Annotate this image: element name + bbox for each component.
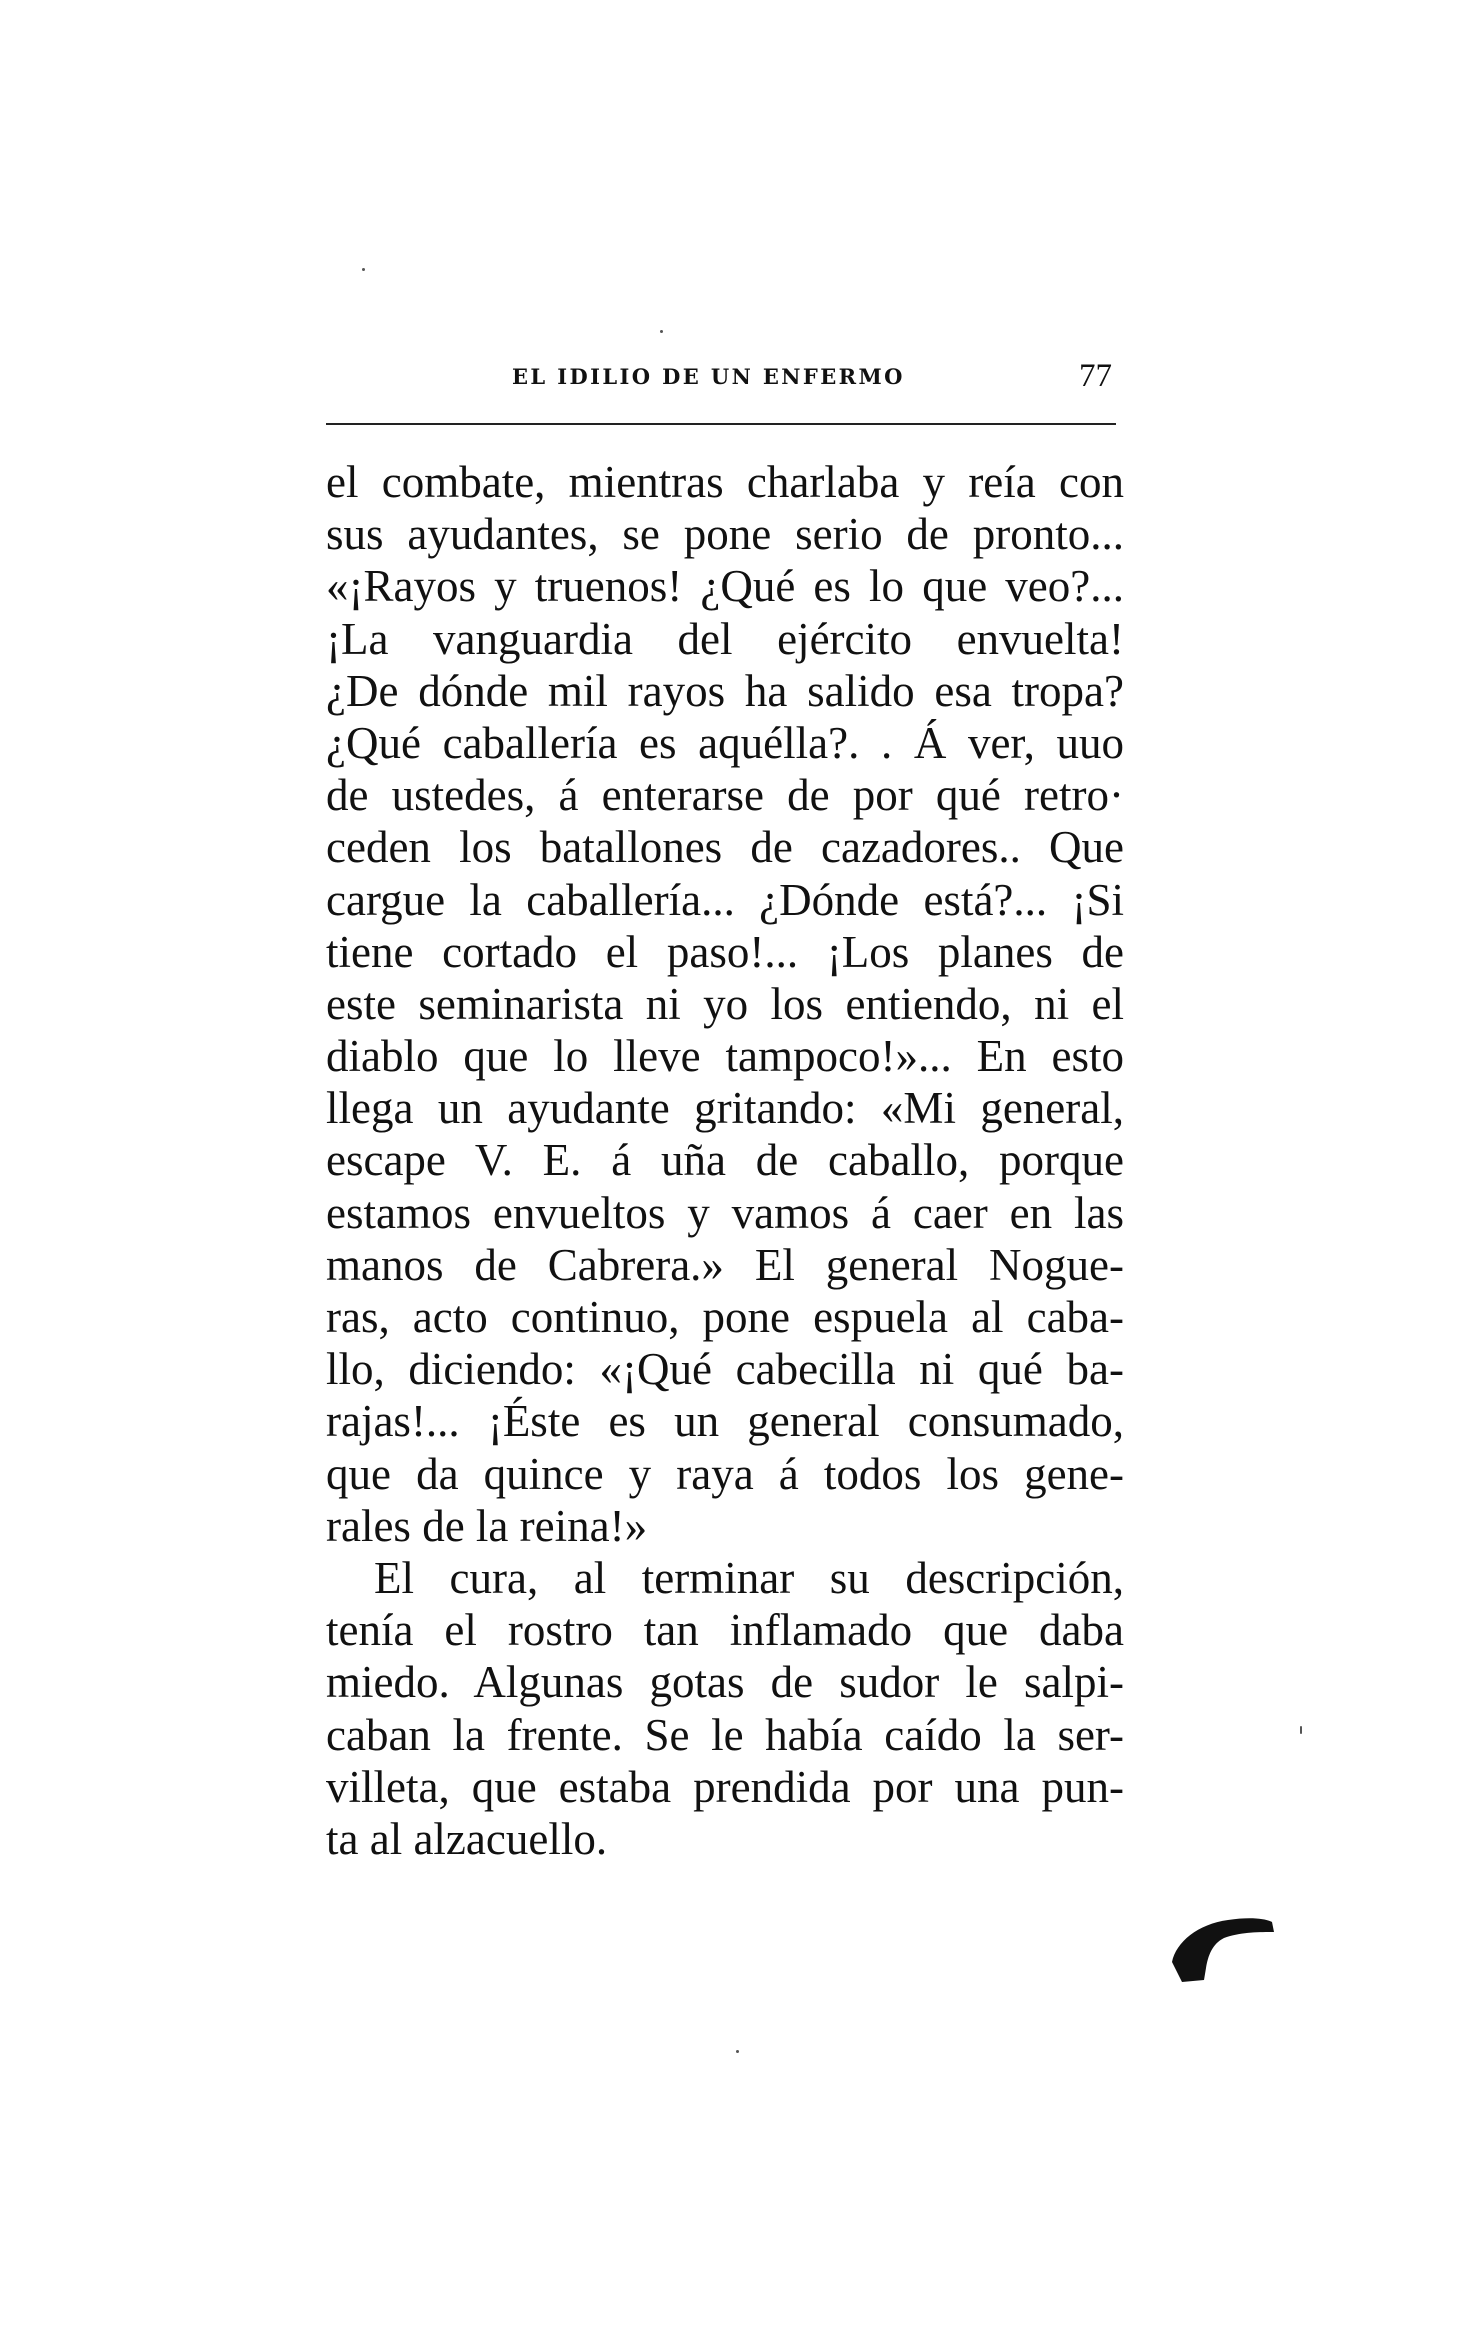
header-rule — [326, 423, 1116, 425]
scan-speck — [736, 2050, 739, 2053]
paragraph-2 — [326, 1552, 1124, 1865]
text-line: ta al alzacuello. — [326, 1813, 608, 1864]
text-line: estamos envueltos y vamos á caer en las — [326, 1187, 1124, 1238]
text-line: ¿Qué caballería es aquélla?. . Á ver, uuo — [326, 717, 1124, 768]
paragraph-1 — [326, 456, 1124, 1552]
scan-speck — [660, 330, 663, 333]
text-line: El cura, al terminar su descripción, — [374, 1552, 1124, 1603]
text-line: tiene cortado el paso!... ¡Los planes de — [326, 926, 1124, 977]
text-line: manos de Cabrera.» El general Nogue- — [326, 1239, 1124, 1290]
text-line: villeta, que estaba prendida por una pun- — [326, 1761, 1124, 1812]
text-line: ¡La vanguardia del ejército envuelta! — [326, 613, 1124, 664]
running-title: EL IDILIO DE UN ENFERMO — [512, 364, 905, 389]
text-line: llo, diciendo: «¡Qué cabecilla ni qué ba- — [326, 1344, 1124, 1395]
text-line: llega un ayudante gritando: «Mi general, — [326, 1083, 1124, 1134]
text-line: rajas!... ¡Éste es un general consumado, — [326, 1396, 1124, 1447]
page-number: 77 — [1079, 358, 1112, 394]
text-line: escape V. E. á uña de caballo, porque — [326, 1135, 1124, 1186]
body-text — [326, 456, 1124, 1865]
scan-speck — [1300, 1726, 1302, 1734]
text-line: este seminarista ni yo los entiendo, ni el — [326, 978, 1124, 1029]
ink-blot-mark — [1168, 1902, 1278, 1986]
text-line: que da quince y raya á todos los gene- — [326, 1448, 1124, 1499]
text-line: sus ayudantes, se pone serio de pronto... — [326, 509, 1124, 560]
text-line: el combate, mientras charlaba y reía con — [326, 457, 1124, 507]
running-head — [326, 358, 1116, 402]
text-line: tenía el rostro tan inflamado que daba — [326, 1605, 1124, 1656]
text-line: ceden los batallones de cazadores.. Que — [326, 822, 1124, 873]
text-line: ras, acto continuo, pone espuela al caba- — [326, 1292, 1124, 1342]
text-line: «¡Rayos y truenos! ¿Qué es lo que veo?... — [326, 561, 1124, 612]
text-line: ¿De dónde mil rayos ha salido esa tropa? — [326, 665, 1124, 716]
text-line: caban la frente. Se le había caído la ser- — [326, 1709, 1124, 1760]
text-line: de ustedes, á enterarse de por qué retro· — [326, 770, 1124, 821]
scan-speck — [362, 268, 365, 271]
text-line: rales de la reina!» — [326, 1500, 648, 1551]
text-line: cargue la caballería... ¿Dónde está?... ¡Si — [326, 874, 1124, 925]
text-line: diablo que lo lleve tampoco!»... En esto — [326, 1031, 1124, 1082]
text-line: miedo. Algunas gotas de sudor le salpi- — [326, 1657, 1124, 1708]
